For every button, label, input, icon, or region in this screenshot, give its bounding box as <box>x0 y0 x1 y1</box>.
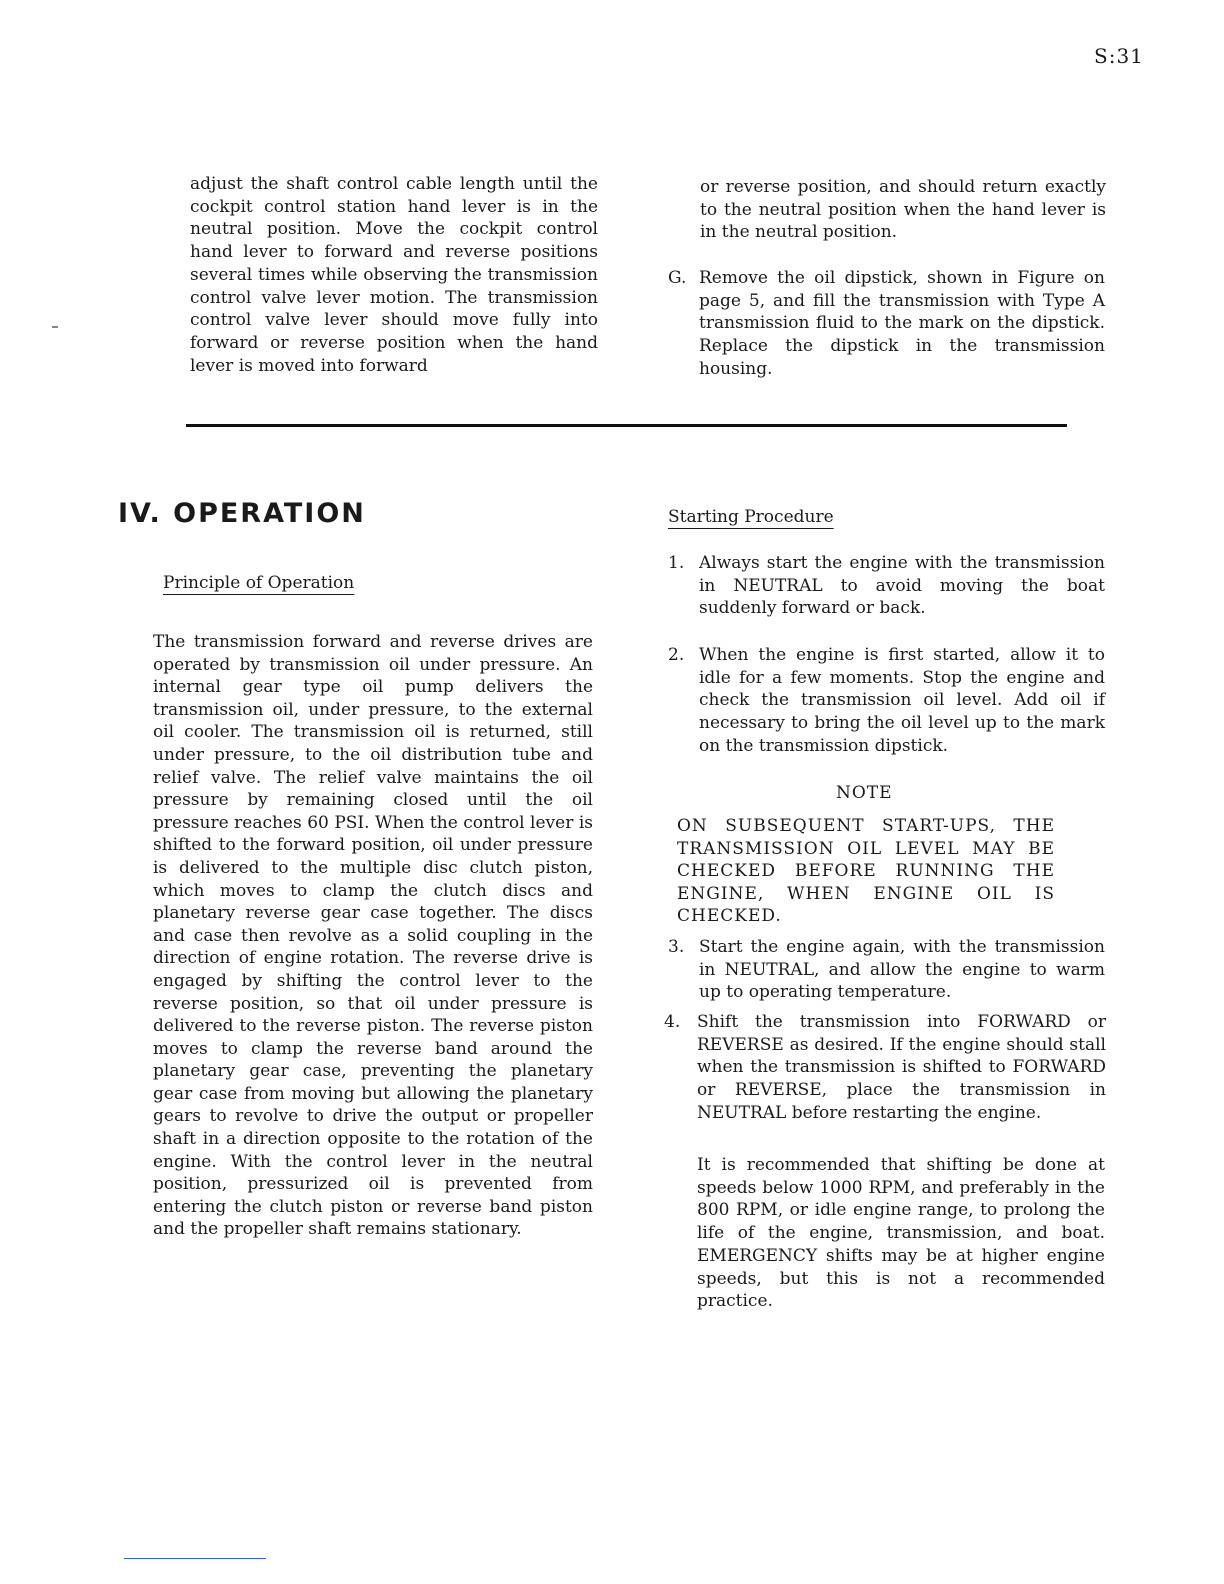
page-number: S:31 <box>1094 44 1144 68</box>
top-right-continuation: or reverse position, and should return exactly to the neutral position when the hand lever is in the neutral position. <box>700 177 1106 243</box>
starting-heading: Starting Procedure <box>668 507 834 527</box>
recommendation-paragraph: It is recommended that shifting be done at speeds below 1000 RPM, and preferably in the 800 RPM, or idle engine range, to prolong the life of the engine, transmission, and boat. EMERGENCY shifts may be at higher engine speeds, but this is not a recommended practice. <box>697 1155 1105 1312</box>
principle-paragraph: The transmission forward and reverse drives are operated by transmission oil under pressure. An internal gear type oil pump delivers the transmission oil, under pressure, to the external oil cooler. The transmission oil is returned, still under pressure, to the oil distribution tube and relief valve. The relief valve maintains the oil pressure by remaining closed until the oil pressure reaches 60 PSI. When the control lever is shifted to the forward position, oil under pressure is delivered to the multiple disc clutch piston, which moves to clamp the clutch discs and planetary reverse gear case together. The discs and case then revolve as a solid coupling in the direction of engine rotation. The reverse drive is engaged by shifting the control lever to the reverse position, so that oil under pressure is delivered to the reverse piston. The reverse piston moves to clamp the reverse band around the planetary gear case, preventing the planetary gear case from moving but allowing the planetary gears to revolve to drive the output or propeller shaft in a direction opposite to the rotation of the engine. With the control lever in the neutral position, pressurized oil is prevented from entering the clutch piston or reverse band piston and the propeller shaft remains stationary. <box>153 632 593 1240</box>
note-title: NOTE <box>836 783 893 803</box>
step-2-marker: 2. <box>668 645 685 665</box>
step-4-marker: 4. <box>664 1012 681 1032</box>
top-left-paragraph: adjust the shaft control cable length until the cockpit control station hand lever is in the neutral position. Move the cockpit control hand lever to forward and reverse positions several times while observing the transmission control valve lever motion. The transmission control valve lever should move fully into forward or reverse position when the hand lever is moved into forward <box>190 174 598 376</box>
step-1-marker: 1. <box>668 553 685 573</box>
step-2-text: When the engine is first started, allow it to idle for a few moments. Stop the engine and check the transmission oil level. Add oil if necessary to bring the oil level up to the mark on the transmission dipstick. <box>699 645 1105 756</box>
step-g-text: Remove the oil dipstick, shown in Figure on page 5, and fill the transmission with Type A transmission fluid to the mark on the dipstick. Replace the dipstick in the transmission housing. <box>699 268 1105 379</box>
footer-line <box>124 1558 266 1559</box>
step-1-text: Always start the engine with the transmission in NEUTRAL to avoid moving the boat suddenly forward or back. <box>699 553 1105 619</box>
section-divider <box>186 424 1067 427</box>
step-4-text: Shift the transmission into FORWARD or REVERSE as desired. If the engine should stall when the transmission is shifted to FORWARD or REVERSE, place the transmission in NEUTRAL before restarting the engine. <box>697 1012 1106 1123</box>
note-text: ON SUBSEQUENT START-UPS, THE TRANSMISSION OIL LEVEL MAY BE CHECKED BEFORE RUNNING THE ENGINE, WHEN ENGINE OIL IS CHECKED. <box>677 816 1055 926</box>
section-title: IV. OPERATION <box>118 498 366 529</box>
step-3-text: Start the engine again, with the transmission in NEUTRAL, and allow the engine to warm up to operating temperature. <box>699 937 1105 1003</box>
principle-heading: Principle of Operation <box>163 573 355 593</box>
step-g-marker: G. <box>668 268 687 288</box>
step-3-marker: 3. <box>668 937 685 957</box>
scan-speck <box>52 326 58 328</box>
